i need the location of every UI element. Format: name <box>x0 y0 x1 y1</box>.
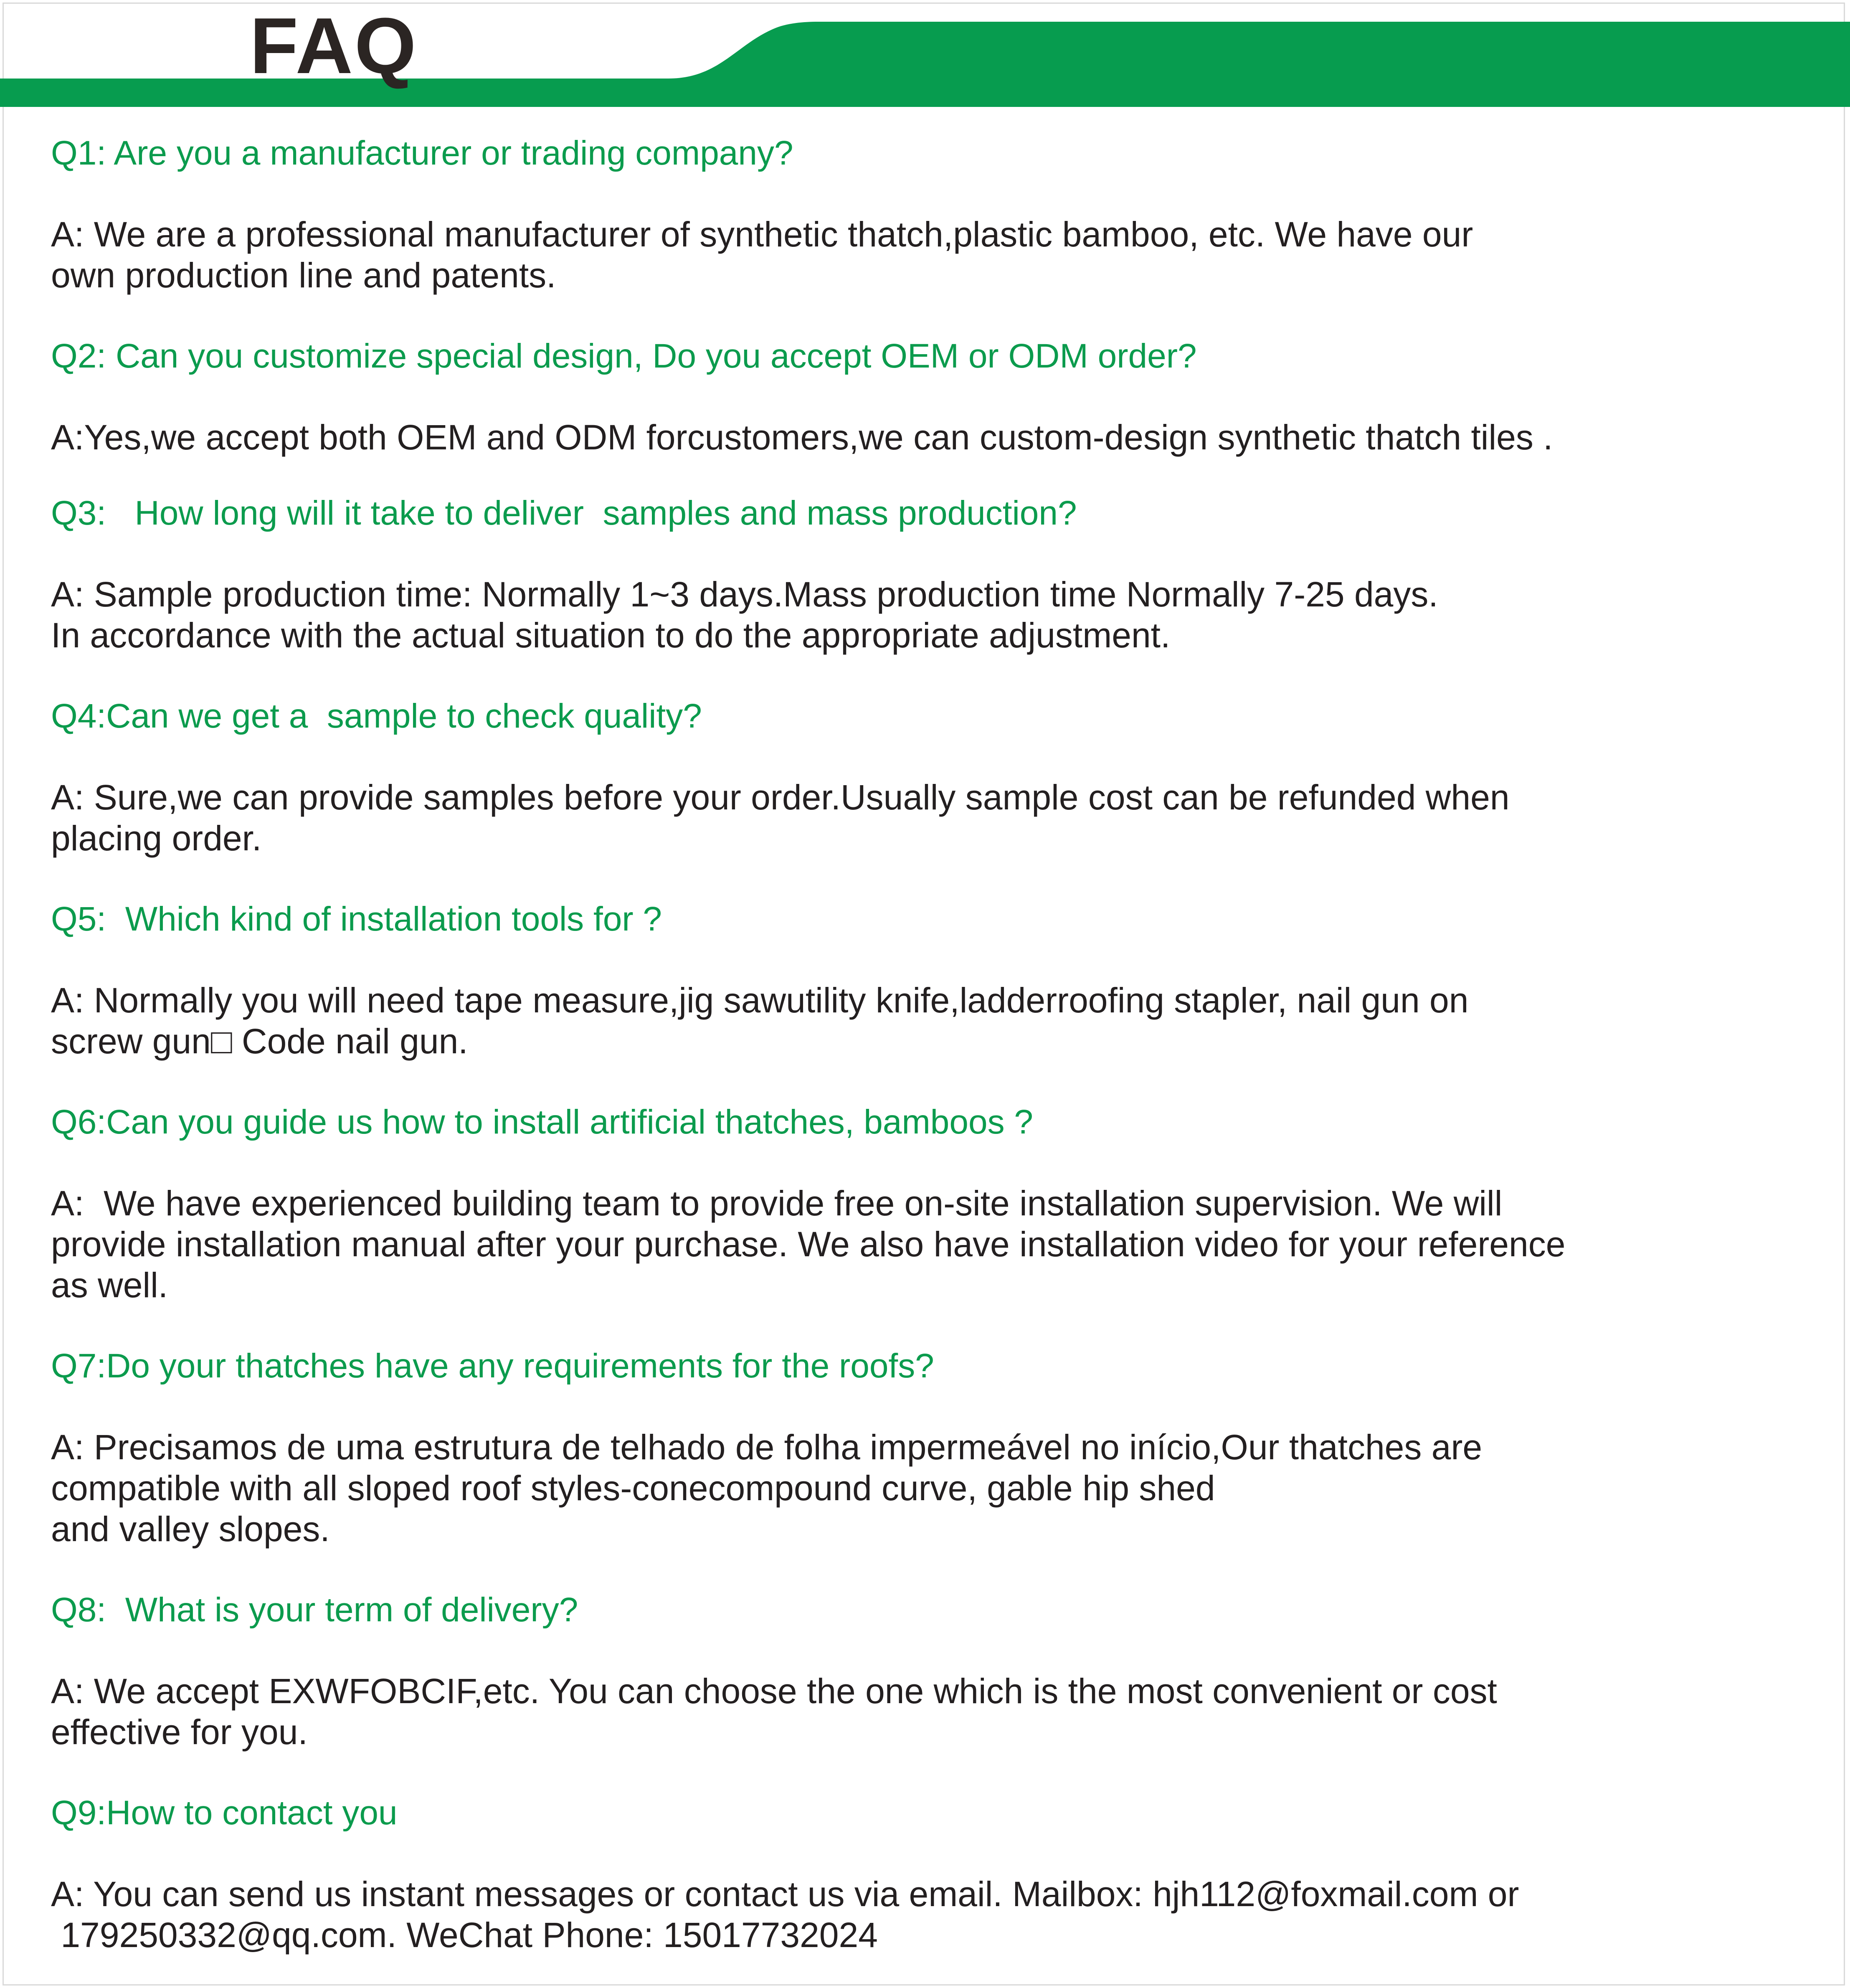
faq-answer-line: 179250332@qq.com. WeChat Phone: 15017732024 <box>51 1915 878 1955</box>
faq-answer-line: placing order. <box>51 819 262 858</box>
faq-item <box>51 133 1813 296</box>
faq-question: Q3: How long will it take to deliver samples and mass production? <box>51 494 1077 532</box>
faq-answer-line: effective for you. <box>51 1712 308 1752</box>
faq-answer-line: compatible with all sloped roof styles-conecompound curve, gable hip shed <box>51 1468 1215 1508</box>
faq-question: Q8: What is your term of delivery? <box>51 1591 578 1629</box>
faq-item <box>51 1793 1813 1955</box>
faq-answer-line: as well. <box>51 1265 168 1305</box>
faq-answer-line: own production line and patents. <box>51 256 556 295</box>
faq-question: Q9:How to contact you <box>51 1794 398 1832</box>
faq-item <box>51 899 1813 1062</box>
faq-item <box>51 493 1813 656</box>
faq-question: Q5: Which kind of installation tools for ? <box>51 900 662 938</box>
faq-list <box>51 133 1813 1955</box>
faq-answer-line: A: We have experienced building team to provide free on-site installation supervision. We will <box>51 1184 1503 1223</box>
faq-answer-line: and valley slopes. <box>51 1509 330 1549</box>
faq-question: Q7:Do your thatches have any requirements for the roofs? <box>51 1347 934 1385</box>
faq-item <box>51 696 1813 859</box>
faq-answer-line: A: You can send us instant messages or contact us via email. Mailbox: hjh112@foxmail.com or <box>51 1874 1519 1914</box>
faq-question: Q4:Can we get a sample to check quality? <box>51 697 702 735</box>
faq-answer-line: A: Sample production time: Normally 1~3 days.Mass production time Normally 7-25 days. <box>51 575 1438 614</box>
faq-answer-line: A: We accept EXWFOBCIF,etc. You can choose the one which is the most convenient or cost <box>51 1671 1497 1711</box>
header-band <box>0 0 1850 109</box>
page-title: FAQ <box>250 2 418 90</box>
faq-answer-line: A: Precisamos de uma estrutura de telhado de folha impermeável no início,Our thatches are <box>51 1428 1483 1467</box>
faq-item <box>51 336 1813 458</box>
faq-question: Q1: Are you a manufacturer or trading company? <box>51 134 793 172</box>
faq-answer-line: A:Yes,we accept both OEM and ODM forcustomers,we can custom-design synthetic thatch tiles . <box>51 418 1553 457</box>
faq-item <box>51 1346 1813 1549</box>
faq-answer-line: A: Sure,we can provide samples before your order.Usually sample cost can be refunded when <box>51 778 1510 817</box>
faq-item <box>51 1590 1813 1752</box>
faq-item <box>51 1102 1813 1306</box>
faq-question: Q2: Can you customize special design, Do you accept OEM or ODM order? <box>51 337 1197 375</box>
faq-answer-line: screw gun□ Code nail gun. <box>51 1022 468 1061</box>
faq-answer-line: In accordance with the actual situation to do the appropriate adjustment. <box>51 616 1171 655</box>
faq-answer-line: A: Normally you will need tape measure,jig sawutility knife,ladderroofing stapler, nail gun on <box>51 981 1469 1020</box>
faq-answer-line: provide installation manual after your purchase. We also have installation video for your reference <box>51 1225 1566 1264</box>
faq-answer-line: A: We are a professional manufacturer of synthetic thatch,plastic bamboo, etc. We have our <box>51 215 1473 254</box>
faq-question: Q6:Can you guide us how to install artificial thatches, bamboos ? <box>51 1103 1033 1141</box>
